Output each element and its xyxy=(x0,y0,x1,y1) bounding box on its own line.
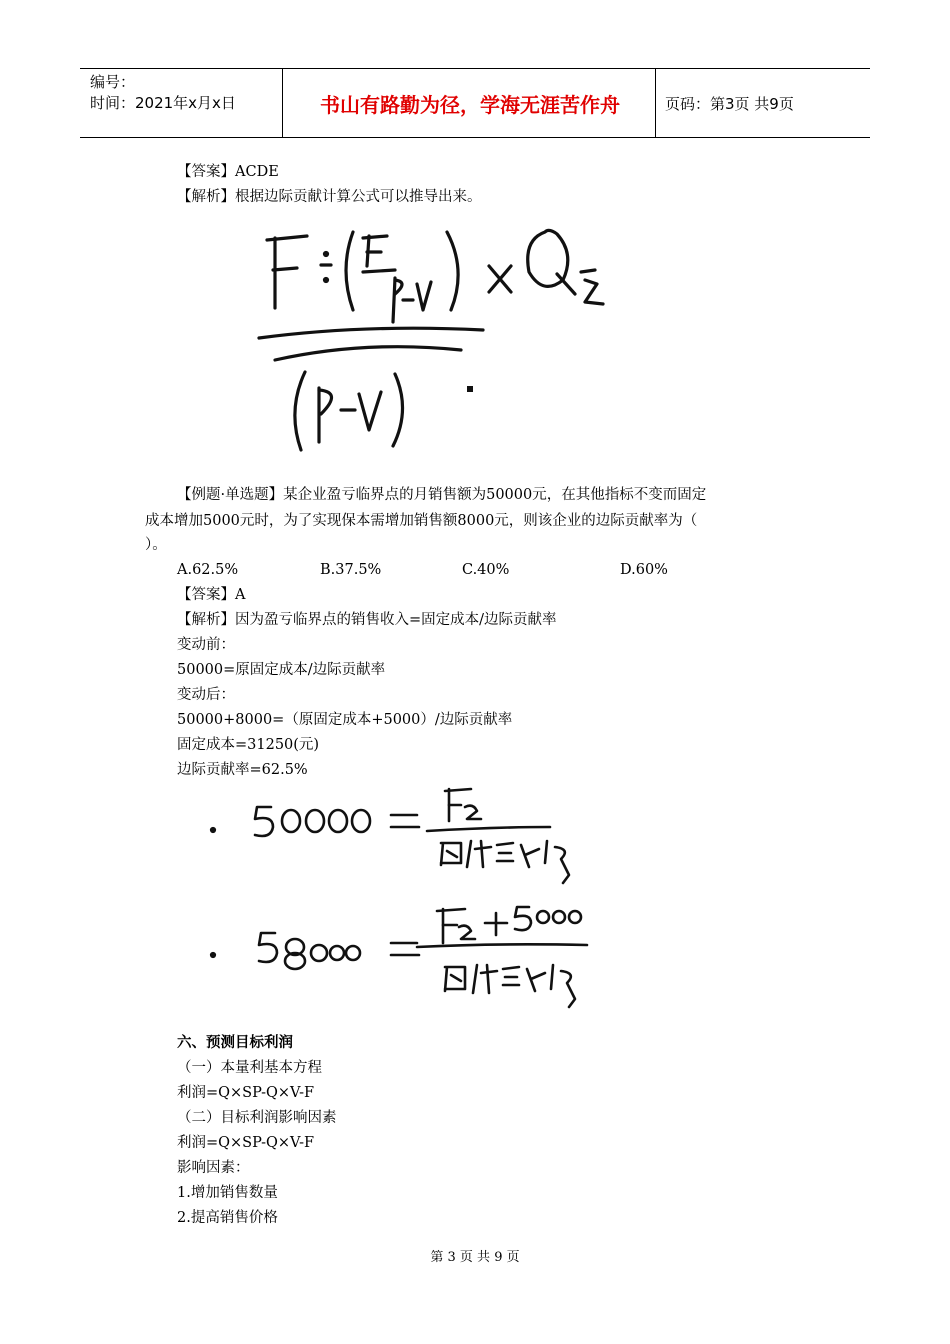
factor-2: 2.提高销售价格 xyxy=(177,1210,278,1226)
handwritten-formula-1 xyxy=(245,210,625,460)
doc-time: 时间：2021年x月x日 xyxy=(90,94,236,112)
subheading-2: （二）目标利润影响因素 xyxy=(177,1110,337,1126)
margin-rate: 边际贡献率=62.5% xyxy=(177,762,308,778)
header-divider xyxy=(282,69,283,137)
equation-2: 50000+8000=（原固定成本+5000）/边际贡献率 xyxy=(177,712,513,728)
header-meta xyxy=(90,72,236,114)
page-header xyxy=(80,68,870,138)
factor-1: 1.增加销售数量 xyxy=(177,1185,278,1201)
after-label: 变动后： xyxy=(177,687,235,703)
answer-2: 【答案】A xyxy=(177,587,246,603)
example-line-2: 成本增加5000元时，为了实现保本需增加销售额8000元，则该企业的边际贡献率为（ xyxy=(145,513,698,529)
analysis-1: 【解析】根据边际贡献计算公式可以推导出来。 xyxy=(177,189,482,205)
header-motto: 书山有路勤为径，学海无涯苦作舟 xyxy=(320,93,620,117)
answer-1: 【答案】ACDE xyxy=(177,164,279,180)
option-a: A.62.5% xyxy=(177,562,239,578)
example-line-1: 【例题·单选题】某企业盈亏临界点的月销售额为50000元，在其他指标不变而固定 xyxy=(177,487,707,503)
before-label: 变动前： xyxy=(177,637,235,653)
page-footer: 第 3 页 共 9 页 xyxy=(430,1250,520,1265)
handwritten-formula-2 xyxy=(195,775,615,1020)
header-divider xyxy=(655,69,656,137)
option-c: C.40% xyxy=(462,562,510,578)
fixed-cost: 固定成本=31250(元) xyxy=(177,737,320,753)
equation-1: 50000=原固定成本/边际贡献率 xyxy=(177,662,386,678)
example-line-3: ）。 xyxy=(145,537,167,553)
factors-label: 影响因素： xyxy=(177,1160,250,1176)
doc-number: 编号： xyxy=(90,73,136,91)
option-d: D.60% xyxy=(620,562,668,578)
analysis-2: 【解析】因为盈亏临界点的销售收入=固定成本/边际贡献率 xyxy=(177,612,557,628)
section-6-title: 六、预测目标利润 xyxy=(177,1035,293,1051)
subheading-1: （一）本量利基本方程 xyxy=(177,1060,322,1076)
profit-equation-2: 利润=Q×SP-Q×V-F xyxy=(177,1135,315,1151)
profit-equation-1: 利润=Q×SP-Q×V-F xyxy=(177,1085,315,1101)
header-page: 页码：第3页 共9页 xyxy=(665,95,794,113)
option-b: B.37.5% xyxy=(320,562,382,578)
